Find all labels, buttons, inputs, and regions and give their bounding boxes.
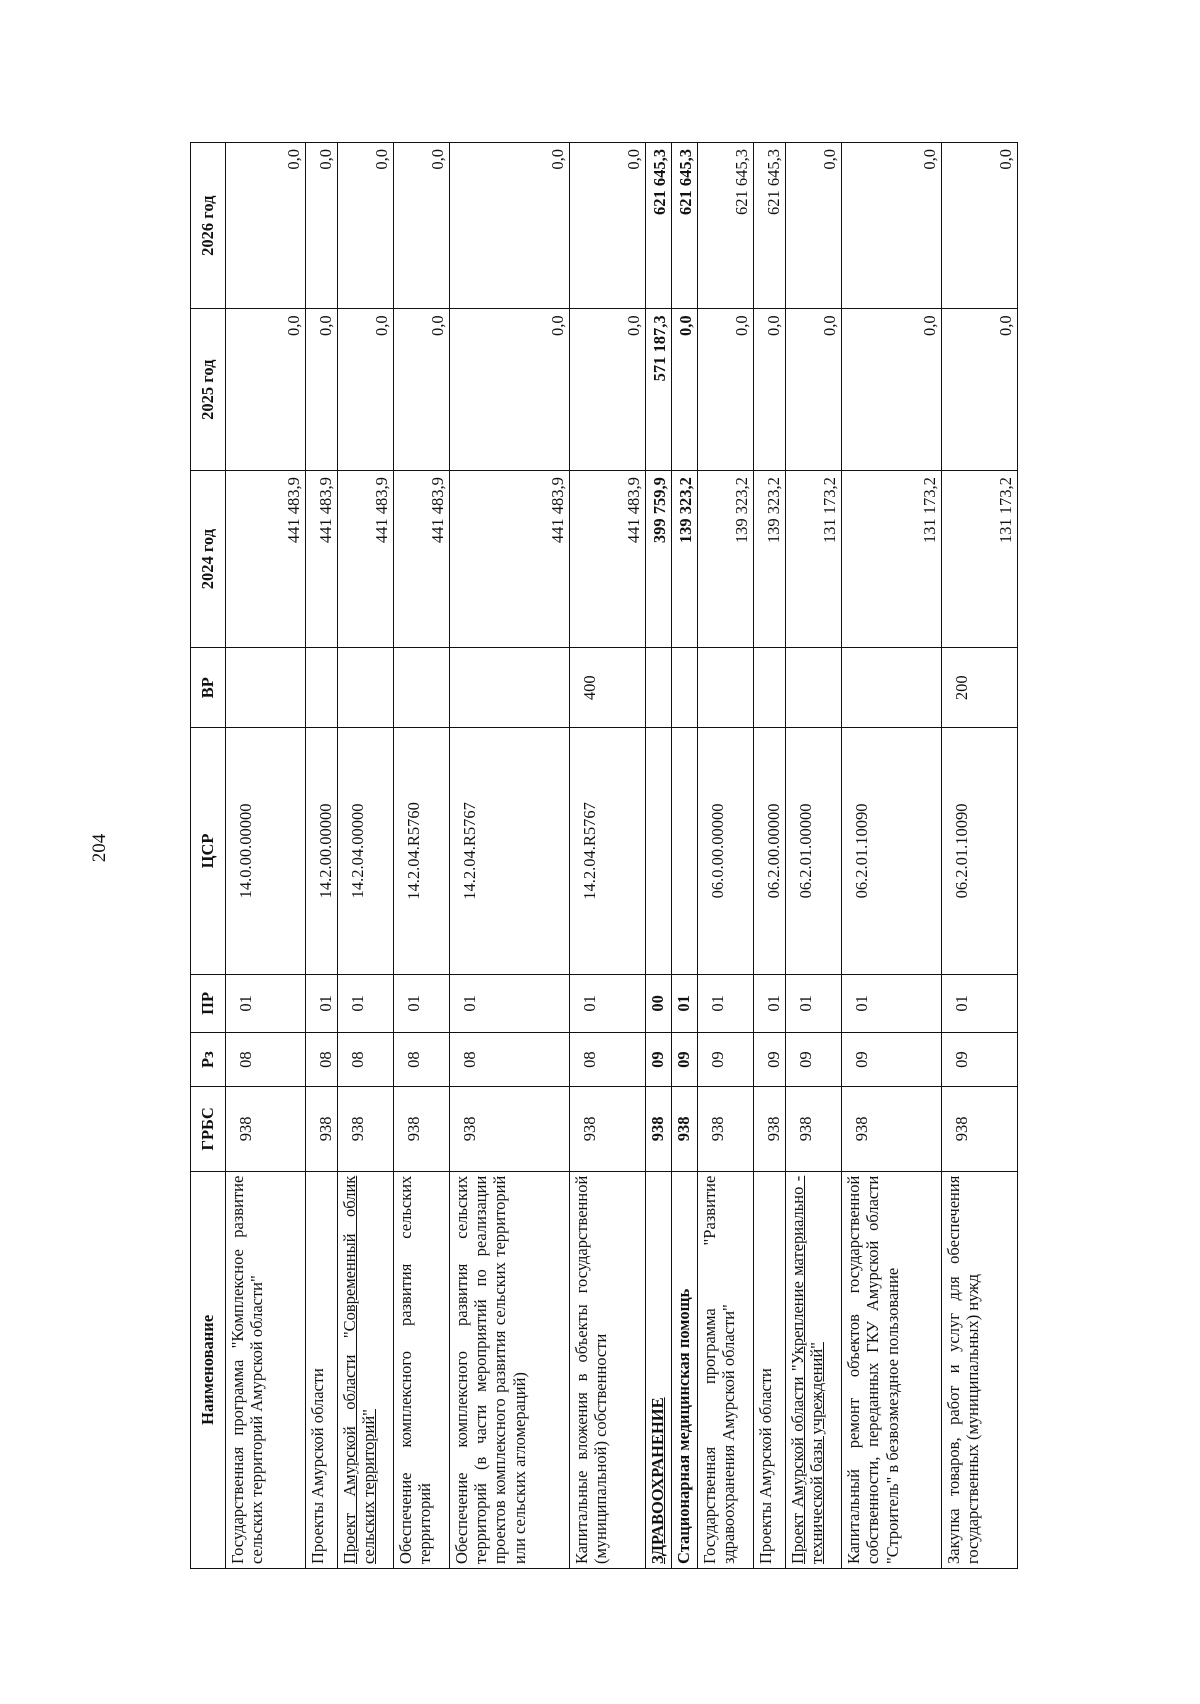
row-name: Государственная программа "Комплексное развитие сельских территорий Амурской области": [226, 1171, 306, 1568]
row-vr: [226, 648, 306, 728]
table-row: [338, 143, 394, 1569]
table-row: [450, 143, 570, 1569]
row-name-text: ЗДРАВООХРАНЕНИЕ: [648, 1397, 668, 1564]
row-2024: 441 483,9: [394, 471, 450, 648]
row-2025: 571 187,3: [646, 309, 672, 471]
row-pr: 01: [754, 974, 786, 1033]
row-pr: 01: [450, 974, 570, 1033]
row-2025: 0,0: [672, 309, 698, 471]
table-row: [942, 143, 1018, 1569]
row-grbs: 938: [672, 1087, 698, 1172]
row-2025: 0,0: [786, 309, 842, 471]
row-2024: 399 759,9: [646, 471, 672, 648]
row-pr: 01: [226, 974, 306, 1033]
row-pr: 01: [672, 974, 698, 1033]
row-2025: 0,0: [942, 309, 1018, 471]
row-vr: [698, 648, 754, 728]
row-2026: 621 645,3: [672, 143, 698, 309]
row-2024: 131 173,2: [786, 471, 842, 648]
table-row: [842, 143, 942, 1569]
row-csr: 14.0.00.00000: [226, 728, 306, 974]
row-csr: 06.0.00.00000: [698, 728, 754, 974]
row-2024: 441 483,9: [338, 471, 394, 648]
row-grbs: 938: [754, 1087, 786, 1172]
row-grbs: 938: [786, 1087, 842, 1172]
row-2024: 139 323,2: [672, 471, 698, 648]
row-rz: 09: [698, 1033, 754, 1087]
row-name: Обеспечение комплексного развития сельских территорий (в части мероприятий по реализации проектов комплексного развития сельских территорий или сельских агломераций): [450, 1171, 570, 1568]
row-2024: 131 173,2: [942, 471, 1018, 648]
header-vr: ВР: [191, 648, 226, 728]
row-csr: 06.2.01.10090: [942, 728, 1018, 974]
row-2026: 0,0: [394, 143, 450, 309]
row-name-text: Проект Амурской области "Современный облик сельских территорий": [340, 1175, 379, 1564]
row-pr: 01: [394, 974, 450, 1033]
row-name: [338, 1171, 394, 1568]
header-grbs: ГРБС: [191, 1087, 226, 1172]
row-2025: 0,0: [754, 309, 786, 471]
budget-table: [190, 142, 1018, 1569]
row-csr: 14.2.04.R5767: [450, 728, 570, 974]
row-pr: 01: [698, 974, 754, 1033]
row-name: Капитальные вложения в объекты государственной (муниципальной) собственности: [570, 1171, 646, 1568]
row-grbs: 938: [226, 1087, 306, 1172]
row-grbs: 938: [942, 1087, 1018, 1172]
row-name: [786, 1171, 842, 1568]
row-grbs: 938: [842, 1087, 942, 1172]
row-rz: 08: [450, 1033, 570, 1087]
row-vr: 400: [570, 648, 646, 728]
header-rz: Рз: [191, 1033, 226, 1087]
table-row: [306, 143, 338, 1569]
row-name: Капитальный ремонт объектов государственной собственности, переданных ГКУ Амурской области "Строитель" в безвозмездное пользование: [842, 1171, 942, 1568]
row-2025: 0,0: [842, 309, 942, 471]
row-rz: 08: [394, 1033, 450, 1087]
row-rz: 09: [672, 1033, 698, 1087]
row-csr: [672, 728, 698, 974]
row-grbs: 938: [698, 1087, 754, 1172]
row-2024: 131 173,2: [842, 471, 942, 648]
row-name: Обеспечение комплексного развития сельских территорий: [394, 1171, 450, 1568]
row-name: Проекты Амурской области: [754, 1171, 786, 1568]
row-rz: 08: [306, 1033, 338, 1087]
row-vr: [394, 648, 450, 728]
row-2024: 441 483,9: [450, 471, 570, 648]
row-2026: 0,0: [306, 143, 338, 309]
header-2025: 2025 год: [191, 309, 226, 471]
row-csr: 14.2.00.00000: [306, 728, 338, 974]
row-csr: [646, 728, 672, 974]
row-rz: 08: [338, 1033, 394, 1087]
row-2024: 441 483,9: [226, 471, 306, 648]
row-2026: 0,0: [226, 143, 306, 309]
row-pr: 01: [570, 974, 646, 1033]
table-header-row: [191, 143, 226, 1569]
row-vr: [646, 648, 672, 728]
header-pr: ПР: [191, 974, 226, 1033]
row-2025: 0,0: [306, 309, 338, 471]
row-vr: [450, 648, 570, 728]
row-grbs: 938: [306, 1087, 338, 1172]
row-2026: 0,0: [942, 143, 1018, 309]
row-2026: 0,0: [338, 143, 394, 309]
row-2026: 0,0: [570, 143, 646, 309]
row-csr: 14.2.04.R5767: [570, 728, 646, 974]
row-csr: 14.2.04.00000: [338, 728, 394, 974]
header-csr: ЦСР: [191, 728, 226, 974]
row-2025: 0,0: [226, 309, 306, 471]
row-grbs: 938: [450, 1087, 570, 1172]
row-pr: 00: [646, 974, 672, 1033]
row-name: [646, 1171, 672, 1568]
row-2024: 441 483,9: [570, 471, 646, 648]
row-2024: 441 483,9: [306, 471, 338, 648]
row-pr: 01: [942, 974, 1018, 1033]
row-rz: 08: [226, 1033, 306, 1087]
row-grbs: 938: [394, 1087, 450, 1172]
row-vr: 200: [942, 648, 1018, 728]
row-2026: 0,0: [450, 143, 570, 309]
table-row: [672, 143, 698, 1569]
table-row: [646, 143, 672, 1569]
table-row: [754, 143, 786, 1569]
budget-table-sheet: [190, 142, 1044, 1569]
row-pr: 01: [338, 974, 394, 1033]
row-vr: [754, 648, 786, 728]
row-name: Государственная программа "Развитие здравоохранения Амурской области": [698, 1171, 754, 1568]
row-2026: 621 645,3: [698, 143, 754, 309]
row-pr: 01: [842, 974, 942, 1033]
row-vr: [786, 648, 842, 728]
row-2024: 139 323,2: [698, 471, 754, 648]
row-vr: [842, 648, 942, 728]
row-grbs: 938: [570, 1087, 646, 1172]
table-row: [698, 143, 754, 1569]
row-2025: 0,0: [698, 309, 754, 471]
table-row: [786, 143, 842, 1569]
row-rz: 09: [646, 1033, 672, 1087]
header-name: Наименование: [191, 1171, 226, 1568]
row-csr: 14.2.04.R5760: [394, 728, 450, 974]
page-number: 204: [89, 833, 110, 863]
row-2025: 0,0: [450, 309, 570, 471]
row-csr: 06.2.01.10090: [842, 728, 942, 974]
row-csr: 06.2.01.00000: [786, 728, 842, 974]
row-name: Стационарная медицинская помощь: [672, 1171, 698, 1568]
row-2025: 0,0: [394, 309, 450, 471]
row-2025: 0,0: [570, 309, 646, 471]
row-2026: 0,0: [786, 143, 842, 309]
row-rz: 08: [570, 1033, 646, 1087]
row-grbs: 938: [646, 1087, 672, 1172]
row-2026: 621 645,3: [646, 143, 672, 309]
row-vr: [672, 648, 698, 728]
row-vr: [306, 648, 338, 728]
row-rz: 09: [786, 1033, 842, 1087]
row-name-text: Проект Амурской области "Укрепление материально - технической базы учреждений": [788, 1175, 827, 1564]
row-vr: [338, 648, 394, 728]
row-rz: 09: [754, 1033, 786, 1087]
row-rz: 09: [942, 1033, 1018, 1087]
header-2026: 2026 год: [191, 143, 226, 309]
row-rz: 09: [842, 1033, 942, 1087]
row-pr: 01: [306, 974, 338, 1033]
header-2024: 2024 год: [191, 471, 226, 648]
row-grbs: 938: [338, 1087, 394, 1172]
table-row: [226, 143, 306, 1569]
row-2026: 0,0: [842, 143, 942, 309]
row-2025: 0,0: [338, 309, 394, 471]
row-2024: 139 323,2: [754, 471, 786, 648]
row-pr: 01: [786, 974, 842, 1033]
row-2026: 621 645,3: [754, 143, 786, 309]
table-row: [570, 143, 646, 1569]
row-csr: 06.2.00.00000: [754, 728, 786, 974]
row-name: Проекты Амурской области: [306, 1171, 338, 1568]
table-row: [394, 143, 450, 1569]
row-name: Закупка товаров, работ и услуг для обеспечения государственных (муниципальных) нужд: [942, 1171, 1018, 1568]
